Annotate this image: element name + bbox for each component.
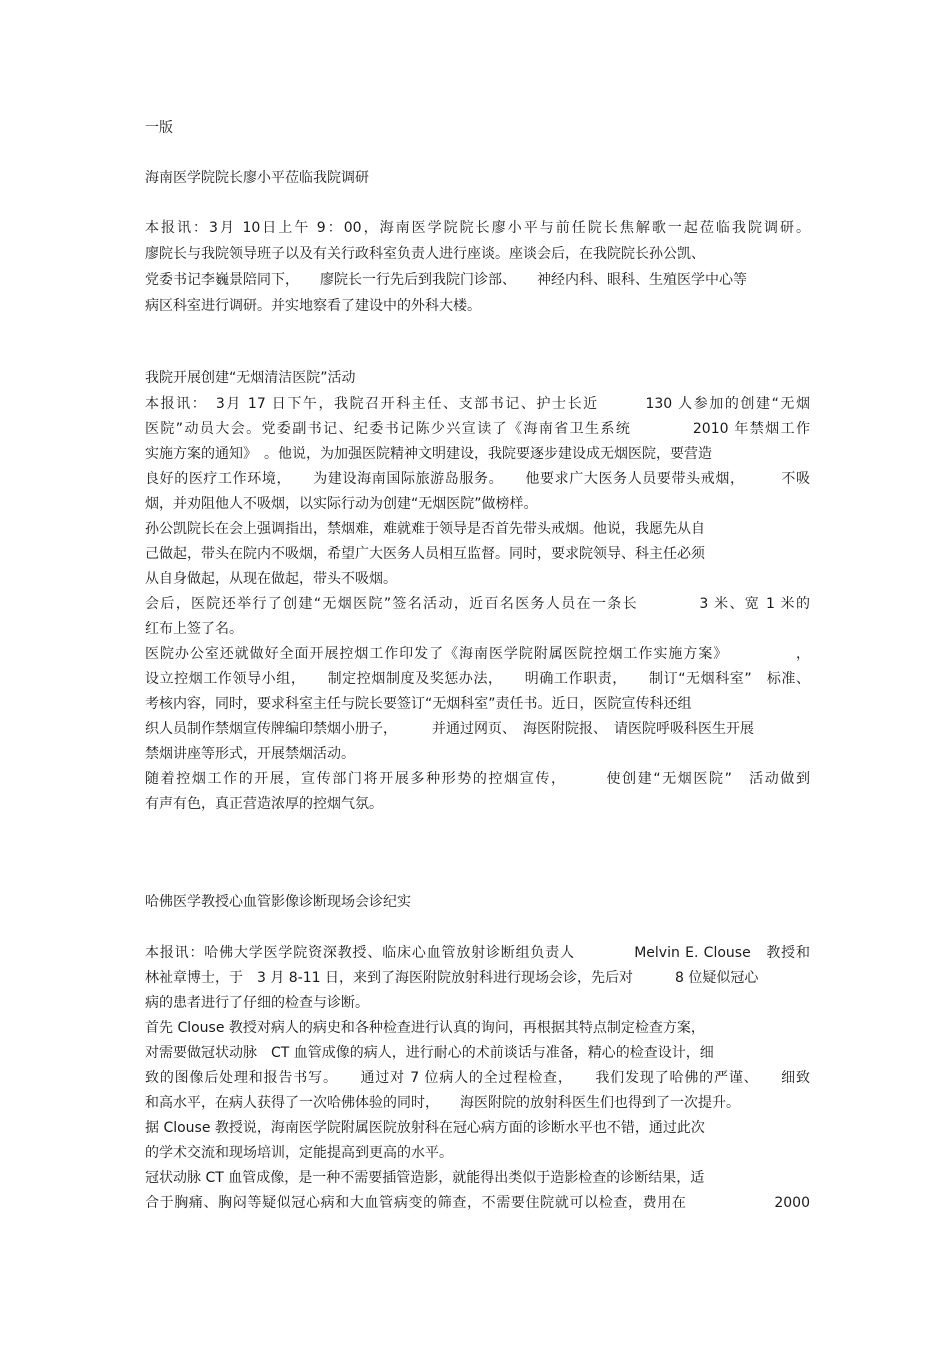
article3-line: 对需要做冠状动脉 CT 血管成像的病人，进行耐心的术前谈话与准备，精心的检查设计，细: [145, 1045, 714, 1061]
article3-line: 林祉章博士，于 3 月 8-11 日，来到了海医附院放射科进行现场会诊，先后对 8 位疑似冠心: [145, 970, 759, 986]
article1-line: 病区科室进行调研。并实地察看了建设中的外科大楼。: [145, 298, 481, 314]
article2-title: 我院开展创建“无烟清洁医院”活动: [145, 370, 356, 386]
article3-line: 和高水平，在病人获得了一次哈佛体验的同时， 海医附院的放射科医生们也得到了一次提升。: [145, 1095, 740, 1111]
article3-line: 合于胸痛、胸闷等疑似冠心病和大血管病变的筛查，不需要住院就可以检查，费用在 2000: [145, 1195, 810, 1211]
article2-line: 从自身做起，从现在做起，带头不吸烟。: [145, 571, 397, 587]
article2-line: 实施方案的通知》 。他说，为加强医院精神文明建设，我院要逐步建设成无烟医院，要营造: [145, 446, 712, 462]
article3-line: 致的图像后处理和报告书写。 通过对 7 位病人的全过程检查， 我们发现了哈佛的严谨、 细致: [145, 1070, 810, 1086]
article2-line: 考核内容，同时，要求科室主任与院长要签订“无烟科室”责任书。近日，医院宣传科还组: [145, 696, 692, 712]
article2-line: 织人员制作禁烟宣传牌编印禁烟小册子， 并通过网页、 海医附院报、 请医院呼吸科医生开展: [145, 721, 754, 737]
article3-line: 首先 Clouse 教授对病人的病史和各种检查进行认真的询问，再根据其特点制定检查方案，: [145, 1020, 705, 1036]
article3-title: 哈佛医学教授心血管影像诊断现场会诊纪实: [145, 894, 411, 910]
article3-line: 的学术交流和现场培训，定能提高到更高的水平。: [145, 1145, 453, 1161]
article2-line: 医院办公室还就做好全面开展控烟工作印发了《海南医学院附属医院控烟工作实施方案》 ，: [145, 646, 810, 662]
article2-line: 禁烟讲座等形式，开展禁烟活动。: [145, 746, 355, 762]
article2-line: 己做起，带头在院内不吸烟，希望广大医务人员相互监督。同时，要求院领导、科主任必须: [145, 546, 705, 562]
article2-line: 有声有色，真正营造浓厚的控烟气氛。: [145, 796, 383, 812]
article1-line: 廖院长与我院领导班子以及有关行政科室负责人进行座谈。座谈会后，在我院院长孙公凯、: [145, 246, 705, 262]
article2-line: 良好的医疗工作环境， 为建设海南国际旅游岛服务。 他要求广大医务人员要带头戒烟， 不吸: [145, 471, 810, 487]
article2-line: 孙公凯院长在会上强调指出，禁烟难，难就难于领导是否首先带头戒烟。他说，我愿先从自: [145, 521, 705, 537]
article2-line: 设立控烟工作领导小组， 制定控烟制度及奖惩办法， 明确工作职责， 制订“无烟科室” 标准、: [145, 671, 810, 687]
page-label: 一版: [145, 120, 173, 136]
article2-line: 医院”动员大会。党委副书记、纪委书记陈少兴宣读了《海南省卫生系统 2010 年禁烟工作: [145, 421, 810, 437]
article3-line: 据 Clouse 教授说，海南医学院附属医院放射科在冠心病方面的诊断水平也不错，通过此次: [145, 1120, 705, 1136]
article1-line: 党委书记李巍景陪同下， 廖院长一行先后到我院门诊部、 神经内科、眼科、生殖医学中心等: [145, 272, 747, 288]
article1-line: 本报讯：3月 10日上午 9：00，海南医学院院长廖小平与前任院长焦解歌一起莅临我院调研。: [145, 220, 810, 236]
article2-line: 随着控烟工作的开展，宣传部门将开展多种形势的控烟宣传， 使创建“无烟医院” 活动做到: [145, 771, 810, 787]
article2-line: 烟，并劝阻他人不吸烟，以实际行动为创建“无烟医院”做榜样。: [145, 496, 538, 512]
article2-line: 会后，医院还举行了创建“无烟医院”签名活动，近百名医务人员在一条长 3 米、宽 1 米的: [145, 596, 810, 612]
article2-line: 红布上签了名。: [145, 621, 243, 637]
article3-line: 本报讯：哈佛大学医学院资深教授、临床心血管放射诊断组负责人 Melvin E. Clouse 教授和: [145, 945, 810, 961]
article2-line: 本报讯： 3月 17 日下午，我院召开科主任、支部书记、护士长近 130 人参加的创建“无烟: [145, 396, 810, 412]
article3-line: 病的患者进行了仔细的检查与诊断。: [145, 995, 369, 1011]
article3-line: 冠状动脉 CT 血管成像，是一种不需要插管造影，就能得出类似于造影检查的诊断结果，适: [145, 1170, 705, 1186]
article1-title: 海南医学院院长廖小平莅临我院调研: [145, 170, 369, 186]
